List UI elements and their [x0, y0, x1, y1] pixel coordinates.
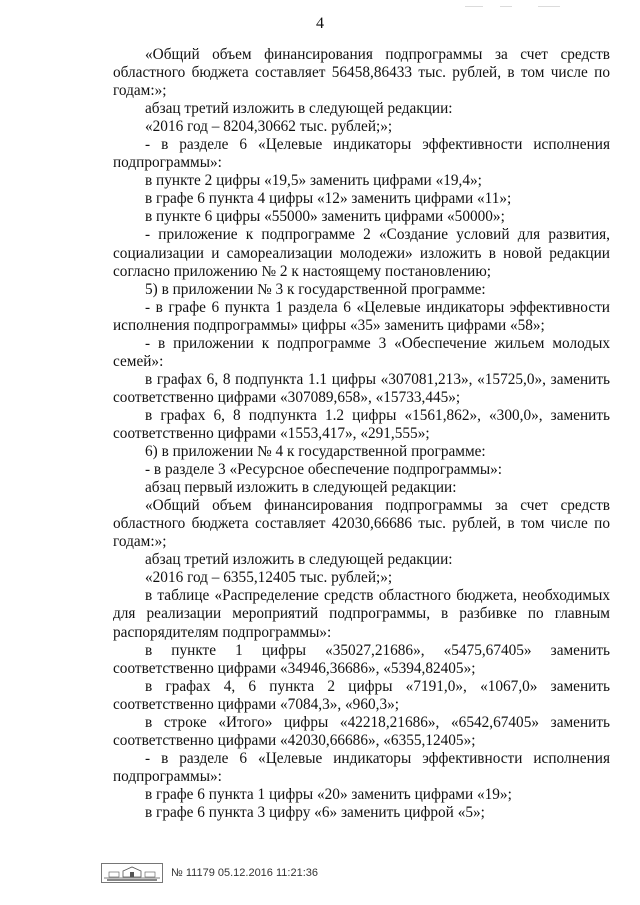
paragraph: - в разделе 6 «Целевые индикаторы эффективности исполнения подпрограммы»:	[113, 749, 610, 785]
paragraph: абзац первый изложить в следующей редакции:	[145, 479, 457, 497]
paragraph: в графах 6, 8 подпункта 1.1 цифры «307081,213», «15725,0», заменить соответственно цифрами «307089,658», «15733,445»;	[113, 370, 610, 406]
registration-stamp: № 11179 05.12.2016 11:21:36	[171, 867, 318, 879]
paragraph: «Общий объем финансирования подпрограммы за счет средств областного бюджета составляет 56458,86433 тыс. рублей, в том числе по годам:»;	[113, 46, 610, 100]
paragraph: в графе 6 пункта 3 цифру «6» заменить цифрой «5»;	[145, 803, 485, 821]
paragraph: - в разделе 6 «Целевые индикаторы эффективности исполнения подпрограммы»:	[113, 136, 610, 172]
paragraph: в графах 4, 6 пункта 2 цифры «7191,0», «1067,0» заменить соответственно цифрами «7084,3», «960,3»;	[113, 677, 610, 713]
paragraph: - в графе 6 пункта 1 раздела 6 «Целевые индикаторы эффективности исполнения подпрограммы» цифры «35» заменить цифрами «58»;	[113, 298, 610, 334]
document-footer	[101, 863, 318, 883]
paragraph: - приложение к подпрограмме 2 «Создание условий для развития, социализации и самореализации молодежи» изложить в новой редакции согласно приложению № 2 к настоящему постановлению;	[113, 226, 610, 280]
paragraph: «Общий объем финансирования подпрограммы за счет средств областного бюджета составляет 42030,66686 тыс. рублей, в том числе по годам:»;	[113, 497, 610, 551]
scan-artifact	[500, 6, 512, 7]
page-number: 4	[316, 15, 324, 32]
paragraph: в пункте 2 цифры «19,5» заменить цифрами «19,4»;	[145, 172, 482, 190]
paragraph: в графе 6 пункта 4 цифры «12» заменить цифрами «11»;	[145, 190, 512, 208]
paragraph: в строке «Итого» цифры «42218,21686», «6542,67405» заменить соответственно цифрами «42030,66686», «6355,12405»;	[113, 713, 610, 749]
paragraph: - в приложении к подпрограмме 3 «Обеспечение жильем молодых семей»:	[113, 334, 610, 370]
paragraph: в графах 6, 8 подпункта 1.2 цифры «1561,862», «300,0», заменить соответственно цифрами «1553,417», «291,555»;	[113, 406, 610, 442]
scan-artifact	[465, 6, 483, 7]
building-seal-icon	[101, 863, 163, 883]
scan-artifact	[538, 6, 560, 7]
paragraph: «2016 год – 6355,12405 тыс. рублей;»;	[145, 569, 393, 587]
paragraph: в пункте 6 цифры «55000» заменить цифрами «50000»;	[145, 208, 505, 226]
paragraph: «2016 год – 8204,30662 тыс. рублей;»;	[145, 118, 393, 136]
paragraph: в графе 6 пункта 1 цифры «20» заменить цифрами «19»;	[145, 785, 512, 803]
paragraph: - в разделе 3 «Ресурсное обеспечение подпрограммы»:	[145, 461, 503, 479]
paragraph: в таблице «Распределение средств областного бюджета, необходимых для реализации мероприятий подпрограммы, в разбивке по главным распорядителям подпрограммы»:	[113, 587, 610, 641]
paragraph: абзац третий изложить в следующей редакции:	[145, 100, 453, 118]
paragraph: 5) в приложении № 3 к государственной программе:	[145, 280, 486, 298]
paragraph: абзац третий изложить в следующей редакции:	[145, 551, 453, 569]
paragraph: 6) в приложении № 4 к государственной программе:	[145, 443, 486, 461]
document-body	[113, 46, 610, 822]
paragraph: в пункте 1 цифры «35027,21686», «5475,67405» заменить соответственно цифрами «34946,36686», «5394,82405»;	[113, 641, 610, 677]
